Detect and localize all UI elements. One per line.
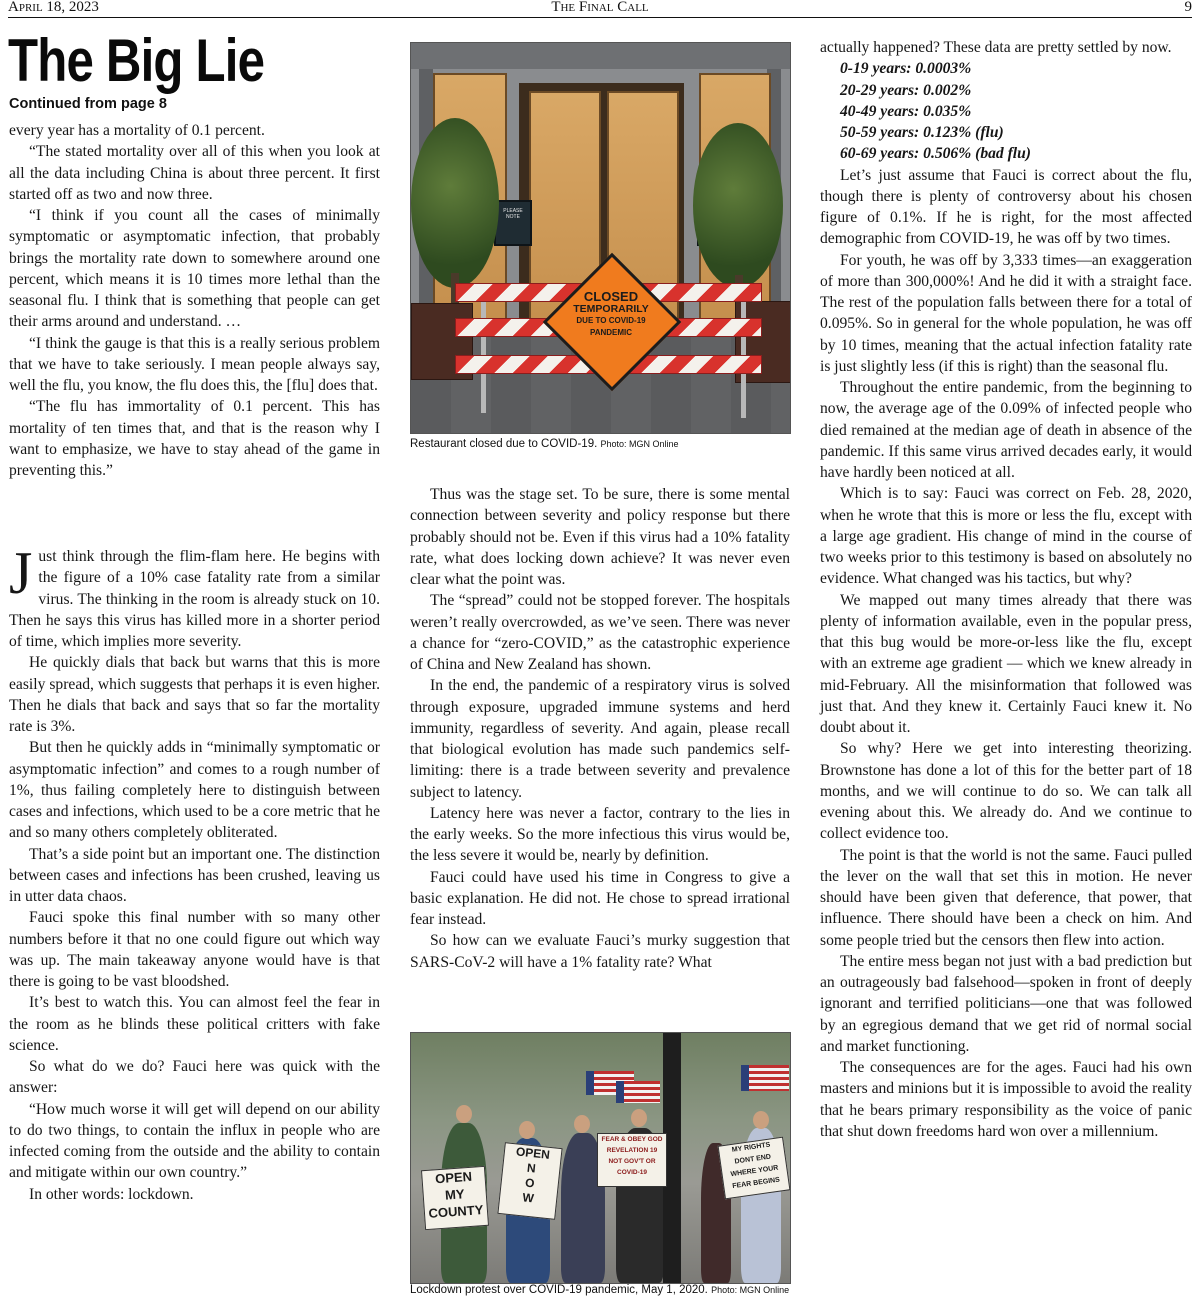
photo-closed-restaurant — [410, 42, 791, 434]
headline: The Big Lie — [8, 27, 265, 94]
paragraph: Latency here was never a factor, contrary to the lies in the early weeks. So the more infectious this virus would be, the less severe it would be, nearly by definition. — [410, 804, 790, 865]
stat-line: 0-19 years: 0.0003% — [840, 60, 972, 78]
dropcap-text: ust think through the flim-flam here. He begins with the figure of a 10% case fatality rate from a similar virus. The thinking in the room is already stuck on 10. Then he says this virus has killed more in a shorter period of time, which implies more severity. — [9, 548, 380, 650]
stat-line: 40-49 years: 0.035% — [840, 102, 972, 120]
protest-sign-open-my-county: OPEN MY COUNTY — [421, 1166, 489, 1230]
paragraph: “How much worse it will get will depend on our ability to do two things, to contain the influx in people who are infected coming from the outside and the ability to contain and mitigate within our own country.” — [9, 1100, 380, 1182]
closed-sign-text: CLOSED TEMPORARILY DUE TO COVID-19 PANDEMIC — [573, 289, 649, 337]
paragraph: Fauci spoke this final number with so many other numbers before it that no one could figure out which way was up. The main takeaway anyone would have is that there is going to be vast bloodshed. — [9, 909, 380, 990]
notice-sign-left: PLEASE NOTE — [494, 200, 532, 246]
dropcap-paragraph — [9, 540, 380, 652]
photo-caption: Lockdown protest over COVID-19 pandemic, May 1, 2020. Photo: MGN Online — [410, 1284, 790, 1296]
stat-line: 50-59 years: 0.123% (flu) — [840, 124, 1004, 141]
paragraph: “The stated mortality over all of this when you look at all the data including China is about three percent. It first started off as two and now three. — [9, 143, 380, 203]
paragraph: The consequences are for the ages. Fauci had his own masters and minions but it is impossible to avoid the reality that he bears primary responsibility as the voice of panic that shut down freedoms hard won over a millennium. — [820, 1059, 1192, 1140]
protest-sign-fear-god: FEAR & OBEY GOD REVELATION 19 NOT GOV'T OR COVID-19 — [597, 1133, 667, 1187]
paragraph: Let’s just assume that Fauci is correct about the flu, though there is plenty of controversy about his chosen figure of 0.1%. If he is right, for the most affected demographic from COVID-19, he was off by two times. — [820, 166, 1192, 248]
paragraph: But then he quickly adds in “minimally symptomatic or asymptomatic infection” and comes to a rough number of 1%, thus failing completely here to distinguish between cases and infections, which used to be a core metric that he and so many others completely obliterated. — [9, 739, 380, 842]
paragraph: The point is that the world is not the same. Fauci pulled the lever on the wall that set this in motion. He never should have been given that deference, that power, that influence. There should have been a check on him. And some people tried but the censors then flew into action. — [820, 846, 1192, 949]
paragraph: actually happened? These data are pretty settled by now. — [820, 39, 1172, 56]
photo-caption: Restaurant closed due to COVID-19. Photo: MGN Online — [410, 438, 679, 450]
protest-sign-my-rights: MY RIGHTS DONT END WHERE YOUR FEAR BEGINS — [718, 1137, 791, 1200]
photo-credit: Photo: MGN Online — [600, 439, 679, 449]
paragraph: We mapped out many times already that there was plenty of information available, even in the popular press, that this bug would be more-or-less like the flu, except with an extreme age gradient — which we knew already in mid-February. All the misinformation that followed was just that. And they knew it. Certainly Fauci knew it. No doubt about it. — [820, 591, 1192, 736]
age-fatality-list — [820, 58, 1192, 164]
protest-sign-open-now: OPEN N O W — [497, 1142, 562, 1220]
paragraph: “The flu has immortality of 0.1 percent. This has mortality of ten times that, and that is the reason why I want to emphasize, we have to stay ahead of the game in preventing this.” — [9, 398, 380, 479]
paragraph: So how can we evaluate Fauci’s murky suggestion that SARS-CoV-2 will have a 1% fatality rate? What — [410, 932, 790, 971]
paragraph: For youth, he was off by 3,333 times—an exaggeration of more than 300,000%! And he did it with a straight face. The rest of the population falls between there for a total of 0.095%. So in general for the whole population, he was off by 10 times, meaning that the actual infection fatality rate is just slightly less (if this is right) than the seasonal flu. — [820, 251, 1192, 375]
column-3 — [820, 37, 1192, 1142]
paragraph: In the end, the pandemic of a respiratory virus is solved through exposure, upgraded immune systems and herd immunity, regardless of severity. And again, please recall that biological evolution has made such pandemics self-limiting: there is a trade between severity and prevalence subject to latency. — [410, 677, 790, 801]
column-1-continued — [9, 540, 380, 1205]
paragraph: That’s a side point but an important one. The distinction between cases and infections has been crushed, leaving us in utter data chaos. — [9, 845, 380, 905]
photo-credit: Photo: MGN Online — [711, 1285, 790, 1295]
continued-from: Continued from page 8 — [9, 96, 167, 112]
issue-date: April 18, 2023 — [8, 0, 99, 15]
page-header — [8, 0, 1192, 18]
photo-lockdown-protest — [410, 1032, 791, 1284]
paragraph: So what do we do? Fauci here was quick with the answer: — [9, 1058, 380, 1097]
paragraph: Fauci could have used his time in Congress to give a basic explanation. He did not. He chose to spread irrational fear instead. — [410, 868, 790, 928]
paragraph: So why? Here we get into interesting theorizing. Brownstone has done a lot of this for the better part of 18 months, and we will continue to do so. We can talk all evening about this. We already do. And we continue to collect evidence too. — [820, 740, 1192, 843]
paragraph: “I think the gauge is that this is a really serious problem that we have to take seriously. I mean people always say, well the flu, you know, the flu does this, the [flu] does that. — [9, 334, 380, 394]
publication-name: The Final Call — [551, 0, 649, 15]
paragraph: It’s best to watch this. You can almost feel the fear in the room as he blinds these political critters with fake science. — [9, 994, 380, 1054]
paragraph: every year has a mortality of 0.1 percent. — [9, 122, 265, 139]
stat-line: 60-69 years: 0.506% (bad flu) — [840, 145, 1031, 163]
page-number: 9 — [1184, 0, 1192, 15]
paragraph: In other words: lockdown. — [29, 1185, 194, 1203]
paragraph: The “spread” could not be stopped forever. The hospitals weren’t really overcrowded, as we’ve seen. There was never a chance for “zero-COVID,” as the catastrophic experience of China and New Zealand has shown. — [410, 592, 790, 673]
paragraph: “I think if you count all the cases of minimally symptomatic or asymptomatic infection, that probably brings the mortality rate down to somewhere around one percent, which means it is 10 times more lethal than the seasonal flu. I think that is something that people can get their arms around and understand. … — [9, 207, 380, 331]
paragraph: Thus was the stage set. To be sure, there is some mental connection between severity and policy response but there probably should not be. Even if this virus had a 10% fatality rate, what does locking down achieve? It was never even clear what the point was. — [410, 486, 790, 588]
paragraph: He quickly dials that back but warns that this is more easily spread, which suggests that perhaps it is even higher. Then he dials that back and says that so far the mortality rate is 3%. — [9, 654, 380, 735]
paragraph: Throughout the entire pandemic, from the beginning to now, the average age of the 0.09% of infected people who died remained at the median age of death in absence of the pandemic. If this same virus arrived decades early, it would have hardly been noticed at all. — [820, 379, 1192, 481]
paragraph: The entire mess began not just with a bad prediction but an outrageously bad falsehood—spoken in front of deeply ignorant and terrified politicians—one that was followed by an egregious demand that we get rid of normal social and market functioning. — [820, 952, 1192, 1055]
stat-line: 20-29 years: 0.002% — [840, 81, 972, 99]
column-1 — [9, 120, 380, 481]
column-2 — [410, 484, 790, 973]
dropcap-letter: J — [9, 540, 33, 606]
paragraph: Which is to say: Fauci was correct on Feb. 28, 2020, when he wrote that this is more or less the flu, except with a large age gradient. His change of mind in the course of two weeks prior to this testimony is based on absolutely no evidence. What changed was his tactics, but why? — [820, 485, 1192, 588]
